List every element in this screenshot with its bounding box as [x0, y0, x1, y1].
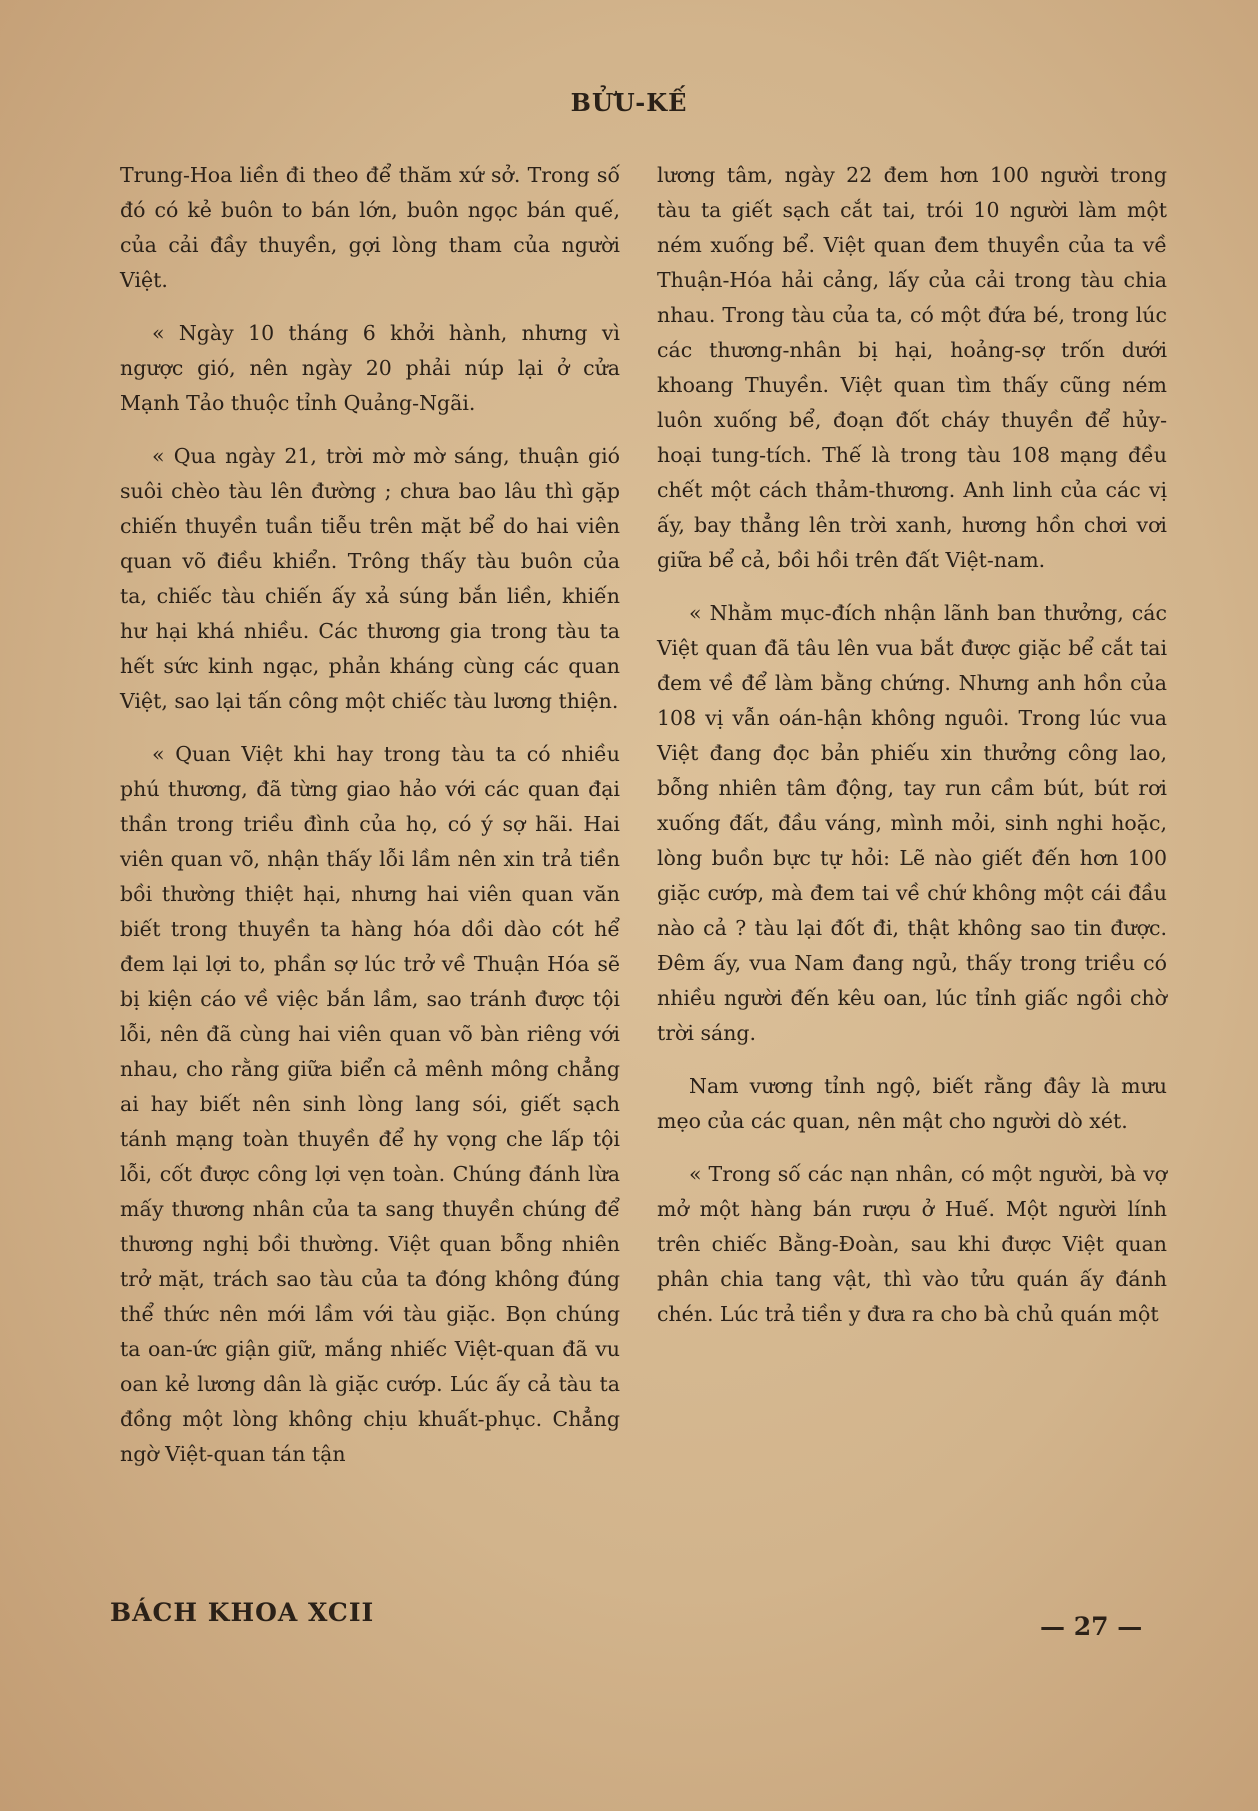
paragraph: « Trong số các nạn nhân, có một người, bà vợ mở một hàng bán rượu ở Huế. Một người lính trên chiếc Bằng-Đoàn, sau khi được Việt quan phân chia tang vật, thì vào tửu quán ấy đánh chén. Lúc trả tiền y đưa ra cho bà chủ quán một [657, 1162, 1167, 1326]
right-column [657, 158, 1167, 1350]
paragraph: lương tâm, ngày 22 đem hơn 100 người trong tàu ta giết sạch cắt tai, trói 10 người làm một ném xuống bể. Việt quan đem thuyền của ta về Thuận-Hóa hải cảng, lấy của cải trong tàu chia nhau. Trong tàu của ta, có một đứa bé, trong lúc các thương-nhân bị hại, hoảng-sợ trốn dưới khoang Thuyền. Việt quan tìm thấy cũng ném luôn xuống bể, đoạn đốt cháy thuyền để hủy-hoại tung-tích. Thế là trong tàu 108 mạng đều chết một cách thảm-thương. Anh linh của các vị ấy, bay thẳng lên trời xanh, hương hồn chơi vơi giữa bể cả, bồi hồi trên đất Việt-nam. [657, 163, 1167, 572]
left-column [120, 158, 620, 1490]
running-head: BỬU-KẾ [570, 88, 688, 117]
paragraph: « Nhằm mục-đích nhận lãnh ban thưởng, các Việt quan đã tâu lên vua bắt được giặc bể cắt tai đem về để làm bằng chứng. Nhưng anh hồn của 108 vị vẫn oán-hận không nguôi. Trong lúc vua Việt đang đọc bản phiếu xin thưởng công lao, bỗng nhiên tâm động, tay run cầm bút, bút rơi xuống đất, đầu váng, mình mỏi, sinh nghi hoặc, lòng buồn bực tự hỏi: Lẽ nào giết đến hơn 100 giặc cướp, mà đem tai về chứ không một cái đầu nào cả ? tàu lại đốt đi, thật không sao tin được. Đêm ấy, vua Nam đang ngủ, thấy trong triều có nhiều người đến kêu oan, lúc tỉnh giấc ngồi chờ trời sáng. [657, 601, 1167, 1045]
page-number: — 27 — [1040, 1612, 1143, 1641]
magazine-footer: BÁCH KHOA XCII [110, 1598, 375, 1627]
paragraph: « Qua ngày 21, trời mờ mờ sáng, thuận gió suôi chèo tàu lên đường ; chưa bao lâu thì gặp chiến thuyền tuần tiễu trên mặt bể do hai viên quan võ điều khiển. Trông thấy tàu buôn của ta, chiếc tàu chiến ấy xả súng bắn liền, khiến hư hại khá nhiều. Các thương gia trong tàu ta hết sức kinh ngạc, phản kháng cùng các quan Việt, sao lại tấn công một chiếc tàu lương thiện. [120, 444, 620, 713]
paragraph: Trung-Hoa liền đi theo để thăm xứ sở. Trong số đó có kẻ buôn to bán lớn, buôn ngọc bán quế, của cải đầy thuyền, gợi lòng tham của người Việt. [120, 163, 620, 292]
paragraph: « Ngày 10 tháng 6 khởi hành, nhưng vì ngược gió, nên ngày 20 phải núp lại ở cửa Mạnh Tảo thuộc tỉnh Quảng-Ngãi. [120, 321, 620, 415]
paragraph: « Quan Việt khi hay trong tàu ta có nhiều phú thương, đã từng giao hảo với các quan đại thần trong triều đình của họ, có ý sợ hãi. Hai viên quan võ, nhận thấy lỗi lầm nên xin trả tiền bồi thường thiệt hại, nhưng hai viên quan văn biết trong thuyền ta hàng hóa dồi dào cót hể đem lại lợi to, phần sợ lúc trở về Thuận Hóa sẽ bị kiện cáo về việc bắn lầm, sao tránh được tội lỗi, nên đã cùng hai viên quan võ bàn riêng với nhau, cho rằng giữa biển cả mênh mông chẳng ai hay biết nên sinh lòng lang sói, giết sạch tánh mạng toàn thuyền để hy vọng che lấp tội lỗi, cốt được công lợi vẹn toàn. Chúng đánh lừa mấy thương nhân của ta sang thuyền chúng để thương nghị bồi thường. Việt quan bỗng nhiên trở mặt, trách sao tàu của ta đóng không đúng thể thức nên mới lầm với tàu giặc. Bọn chúng ta oan-ức giận giữ, mắng nhiếc Việt-quan đã vu oan kẻ lương dân là giặc cướp. Lúc ấy cả tàu ta đồng một lòng không chịu khuất-phục. Chẳng ngờ Việt-quan tán tận [120, 742, 620, 1466]
paragraph: Nam vương tỉnh ngộ, biết rằng đây là mưu mẹo của các quan, nên mật cho người dò xét. [657, 1074, 1167, 1133]
